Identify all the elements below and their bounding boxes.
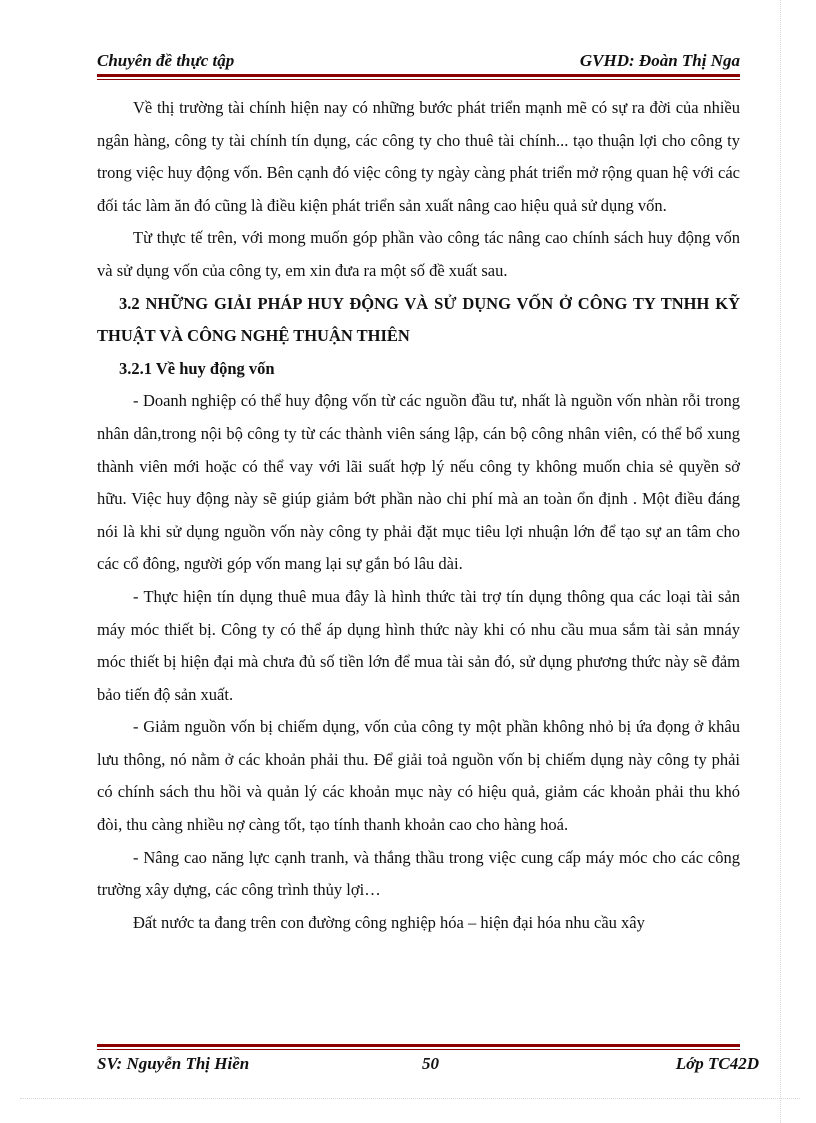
- document-body: [97, 92, 740, 939]
- paragraph: - Thực hiện tín dụng thuê mua đây là hình thức tài trợ tín dụng thông qua các loại tài sản máy móc thiết bị. Công ty có thể áp dụng hình thức này khi có nhu cầu mua sắm tài sản mnáy móc thiết bị hiện đại mà chưa đủ số tiền lớn để mua tài sản đó, sử dụng phương thức này sẽ đảm bảo tiến độ sản xuất.: [97, 586, 740, 704]
- subsection-heading: 3.2.1 Về huy động vốn: [119, 358, 275, 378]
- paragraph: Đất nước ta đang trên con đường công nghiệp hóa – hiện đại hóa nhu cầu xây: [133, 912, 645, 932]
- paragraph: Về thị trường tài chính hiện nay có những bước phát triển mạnh mẽ có sự ra đời của nhiều ngân hàng, công ty tài chính tín dụng, các công ty cho thuê tài chính... tạo thuận lợi cho công ty trong việc huy động vốn. Bên cạnh đó việc công ty ngày càng phát triển mở rộng quan hệ với các đối tác làm ăn đó cũng là điều kiện phát triển sản xuất nâng cao hiệu quả sử dụng vốn.: [97, 98, 740, 215]
- page-footer: [97, 1052, 759, 1076]
- footer-student: SV: Nguyễn Thị Hiền: [97, 1054, 250, 1073]
- page-header: [97, 49, 740, 71]
- margin-guide-vertical: [780, 0, 781, 1123]
- margin-guide-horizontal: [20, 1098, 800, 1099]
- page-number: 50: [422, 1054, 439, 1073]
- footer-rule: [97, 1044, 740, 1050]
- header-advisor: GVHD: Đoàn Thị Nga: [579, 51, 740, 70]
- section-heading: 3.2 NHỮNG GIẢI PHÁP HUY ĐỘNG VÀ SỬ DỤNG VỐN Ở CÔNG TY TNHH KỸ THUẬT VÀ CÔNG NGHỆ THUẬN THIÊN: [97, 293, 740, 346]
- header-title: Chuyên đề thực tập: [97, 51, 235, 70]
- footer-class: Lớp TC42D: [675, 1054, 759, 1073]
- header-rule: [97, 74, 740, 80]
- paragraph: - Giảm nguồn vốn bị chiếm dụng, vốn của công ty một phần không nhỏ bị ứa đọng ở khâu lưu thông, nó nằm ở các khoản phải thu. Để giải toả nguồn vốn bị chiếm dụng này công ty phải có chính sách thu hồi và quản lý các khoản mục này có hiệu quả, giảm các khoản phải thu khó đòi, thu càng nhiều nợ càng tốt, tạo tính thanh khoản cao cho hàng hoá.: [97, 717, 740, 835]
- paragraph: - Doanh nghiệp có thể huy động vốn từ các nguồn đầu tư, nhất là nguồn vốn nhàn rỗi trong nhân dân,trong nội bộ công ty từ các thành viên sáng lập, cán bộ công nhân viên, có thể bổ xung thành viên mới hoặc có thể vay với lãi suất hợp lý nếu công ty không muốn chia sẻ quyền sở hữu. Việc huy động này sẽ giúp giảm bớt phần nào chi phí mà an toàn ổn định . Một điều đáng nói là khi sử dụng nguồn vốn này công ty phải đặt mục tiêu lợi nhuận lớn để tạo sự an tâm cho các cổ đông, người góp vốn mang lại sự gắn bó lâu dài.: [97, 391, 740, 574]
- paragraph: - Nâng cao năng lực cạnh tranh, và thắng thầu trong việc cung cấp máy móc cho các công trường xây dựng, các công trình thủy lợi…: [97, 847, 740, 900]
- paragraph: Từ thực tế trên, với mong muốn góp phần vào công tác nâng cao chính sách huy động vốn và sử dụng vốn của công ty, em xin đưa ra một số đề xuất sau.: [97, 228, 740, 280]
